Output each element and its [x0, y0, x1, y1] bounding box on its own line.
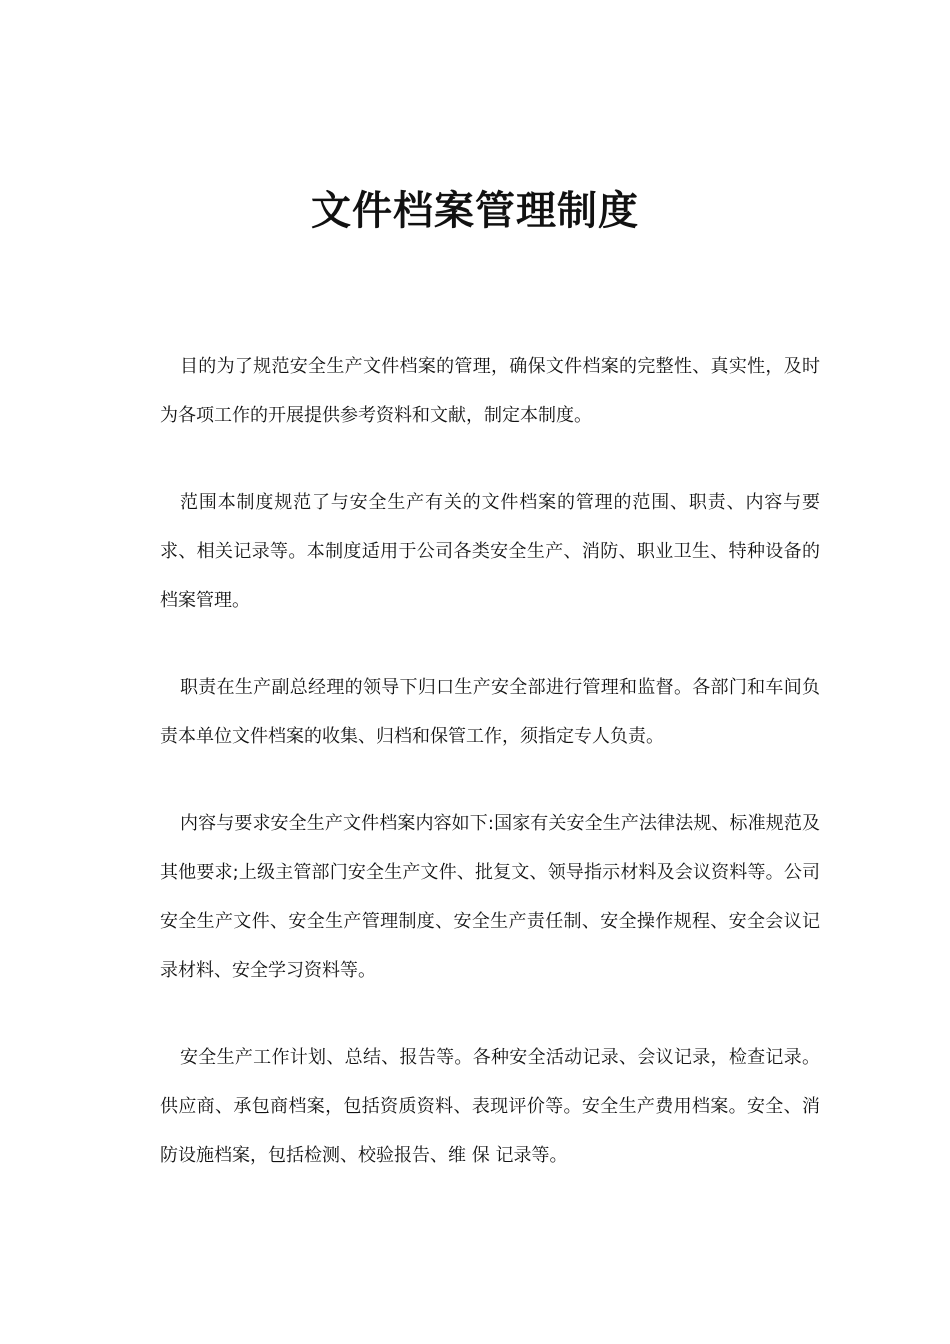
document-body [160, 342, 820, 1218]
paragraph-content-requirements: 内容与要求安全生产文件档案内容如下:国家有关安全生产法律法规、标准规范及其他要求;上级主管部门安全生产文件、批复文、领导指示材料及会议资料等。公司安全生产文件、安全生产管理制度、安全生产责任制、安全操作规程、安全会议记录材料、安全学习资料等。 [160, 813, 820, 981]
paragraph-purpose: 目的为了规范安全生产文件档案的管理，确保文件档案的完整性、真实性，及时为各项工作的开展提供参考资料和文献，制定本制度。 [160, 356, 820, 426]
document-title: 文件档案管理制度 [311, 188, 639, 234]
paragraph-responsibility: 职责在生产副总经理的领导下归口生产安全部进行管理和监督。各部门和车间负责本单位文件档案的收集、归档和保管工作，须指定专人负责。 [160, 677, 820, 747]
paragraph-records: 安全生产工作计划、总结、报告等。各种安全活动记录、会议记录，检查记录。供应商、承包商档案，包括资质资料、表现评价等。安全生产费用档案。安全、消防设施档案，包括检测、校验报告、维 保 记录等。 [160, 1047, 820, 1166]
paragraph-scope: 范围本制度规范了与安全生产有关的文件档案的管理的范围、职责、内容与要求、相关记录等。本制度适用于公司各类安全生产、消防、职业卫生、特种设备的档案管理。 [160, 492, 820, 611]
